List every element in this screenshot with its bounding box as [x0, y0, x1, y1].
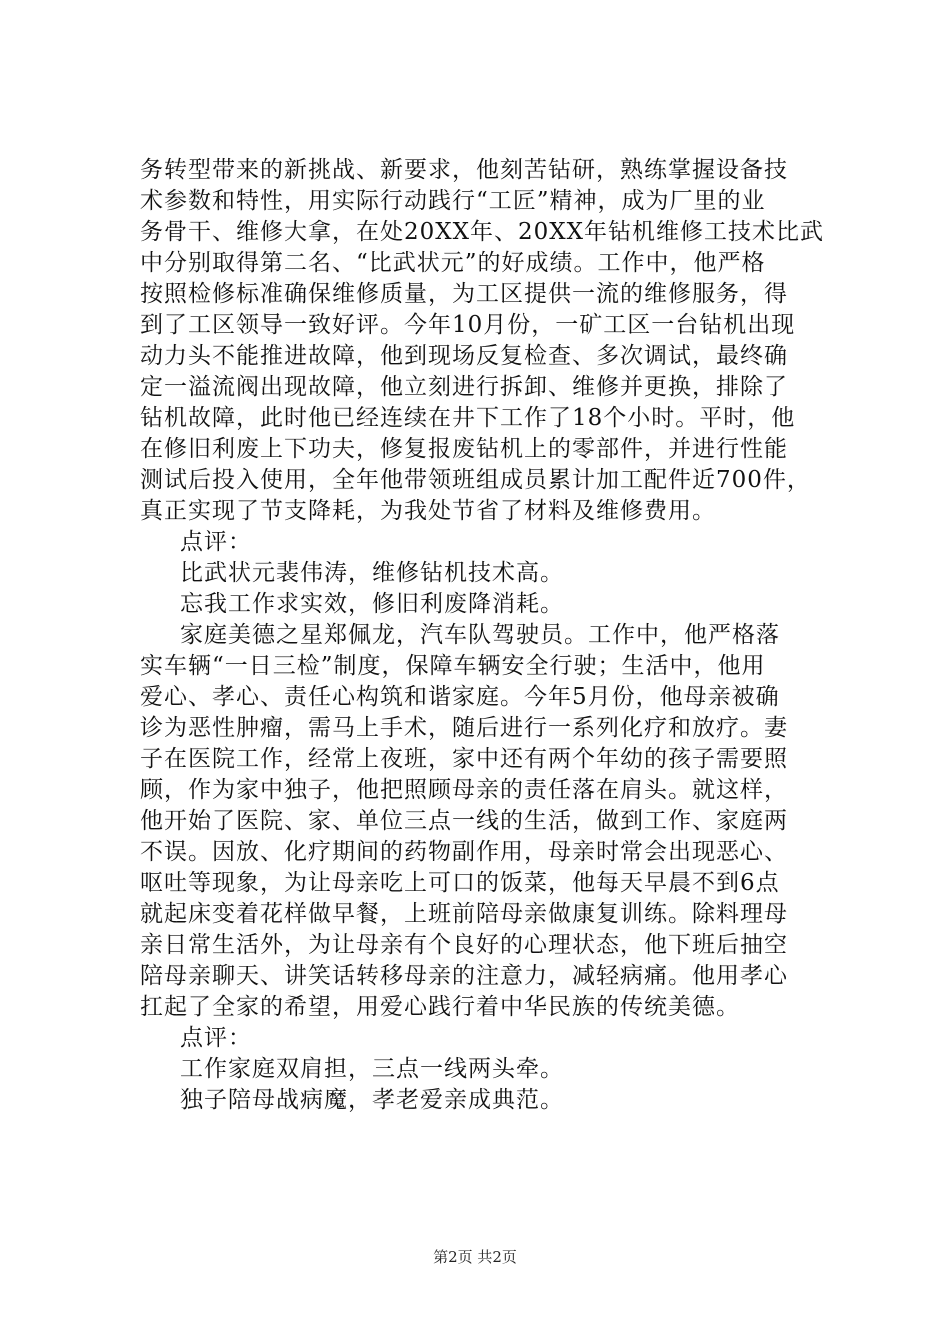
paragraph-line: 务骨干、维修大拿，在处20XX年、20XX年钻机维修工技术比武: [140, 219, 825, 245]
paragraph-line: 就起床变着花样做早餐，上班前陪母亲做康复训练。除料理母: [140, 901, 788, 927]
comment-verse-line: 工作家庭双肩担，三点一线两头牵。: [180, 1056, 564, 1082]
paragraph-line: 他开始了医院、家、单位三点一线的生活，做到工作、家庭两: [140, 808, 788, 834]
paragraph-line: 动力头不能推进故障，他到现场反复检查、多次调试，最终确: [140, 343, 788, 369]
document-body: [140, 155, 830, 1116]
paragraph-line: 按照检修标准确保维修质量，为工区提供一流的维修服务，得: [140, 281, 788, 307]
comment-verse-line: 忘我工作求实效，修旧利废降消耗。: [180, 591, 564, 617]
paragraph-line: 爱心、孝心、责任心构筑和谐家庭。今年5月份，他母亲被确: [140, 684, 780, 710]
paragraph-line: 到了工区领导一致好评。今年10月份，一矿工区一台钻机出现: [140, 312, 796, 338]
paragraph-line: 务转型带来的新挑战、新要求，他刻苦钻研，熟练掌握设备技: [140, 157, 788, 183]
paragraph-line: 实车辆“一日三检”制度，保障车辆安全行驶；生活中，他用: [140, 653, 766, 679]
paragraph-line: 定一溢流阀出现故障，他立刻进行拆卸、维修并更换，排除了: [140, 374, 788, 400]
paragraph-line: 中分别取得第二名、“比武状元”的好成绩。工作中，他严格: [140, 250, 766, 276]
paragraph-line: 家庭美德之星郑佩龙，汽车队驾驶员。工作中，他严格落: [180, 622, 780, 648]
paragraph-line: 真正实现了节支降耗，为我处节省了材料及维修费用。: [140, 498, 716, 524]
paragraph-line: 扛起了全家的希望，用爱心践行着中华民族的传统美德。: [140, 994, 740, 1020]
paragraph-line: 不误。因放、化疗期间的药物副作用，母亲时常会出现恶心、: [140, 839, 788, 865]
paragraph-line: 陪母亲聊天、讲笑话转移母亲的注意力，减轻病痛。他用孝心: [140, 963, 788, 989]
paragraph-line: 呕吐等现象，为让母亲吃上可口的饭菜，他每天早晨不到6点: [140, 870, 780, 896]
paragraph-line: 亲日常生活外，为让母亲有个良好的心理状态，他下班后抽空: [140, 932, 788, 958]
comment-label: 点评：: [180, 1025, 252, 1051]
paragraph-line: 术参数和特性，用实际行动践行“工匠”精神，成为厂里的业: [140, 188, 766, 214]
paragraph-line: 在修旧利废上下功夫，修复报废钻机上的零部件，并进行性能: [140, 436, 788, 462]
paragraph-line: 子在医院工作，经常上夜班，家中还有两个年幼的孩子需要照: [140, 746, 788, 772]
paragraph-line: 诊为恶性肿瘤，需马上手术，随后进行一系列化疗和放疗。妻: [140, 715, 788, 741]
comment-label: 点评：: [180, 529, 252, 555]
page-number: 第2页 共2页: [433, 1248, 517, 1266]
paragraph-line: 顾，作为家中独子，他把照顾母亲的责任落在肩头。就这样，: [140, 777, 788, 803]
comment-verse-line: 独子陪母战病魔，孝老爱亲成典范。: [180, 1087, 564, 1113]
comment-verse-line: 比武状元裴伟涛，维修钻机技术高。: [180, 560, 564, 586]
paragraph-line: 钻机故障，此时他已经连续在井下工作了18个小时。平时，他: [140, 405, 796, 431]
page-footer: [0, 1247, 950, 1267]
paragraph-line: 测试后投入使用，全年他带领班组成员累计加工配件近700件，: [140, 467, 811, 493]
